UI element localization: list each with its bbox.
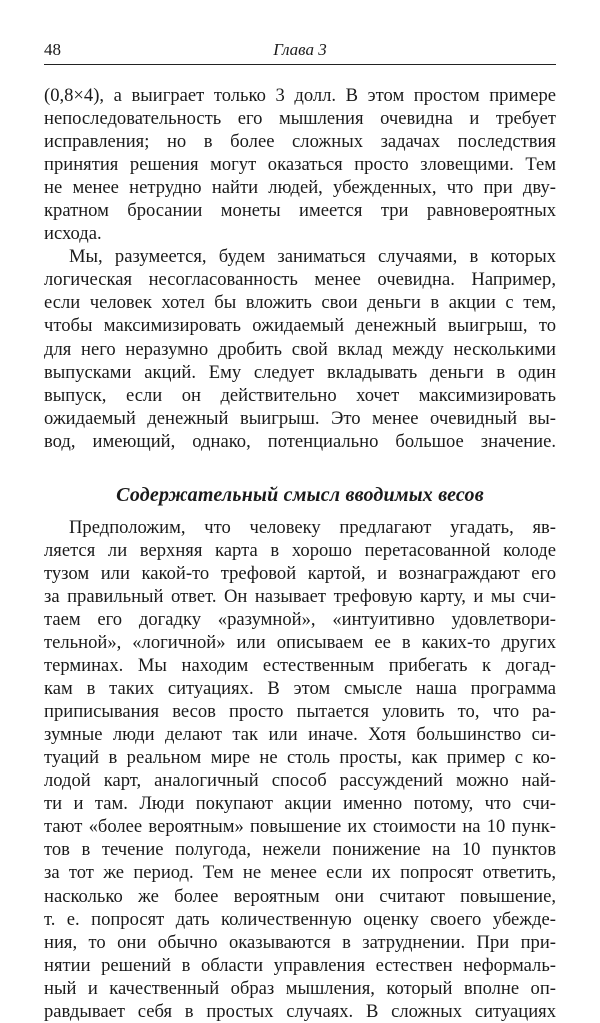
chapter-title: Глава 3 [273, 40, 327, 59]
text-line: выпусками акций. Ему следует вкладывать деньги в один [44, 361, 556, 383]
text-line: зумные люди делают так или иначе. Хотя большинство си- [44, 724, 556, 746]
text-line: Предположим, что человеку предлагают угадать, яв- [69, 516, 556, 538]
paragraph [44, 245, 556, 452]
text-line: тельной», «логичной» или описываем ее в каких-то других [44, 631, 556, 653]
text-line: ный и качественный образ мышления, который вполне оп- [44, 977, 556, 999]
body-text [44, 84, 556, 1023]
text-line: кам в таких ситуациях. В этом смысле наша программа [44, 678, 556, 700]
page-number: 48 [44, 40, 61, 59]
section-heading: Содержательный смысл вводимых весов [116, 483, 484, 506]
paragraph-continuation [44, 84, 556, 245]
text-line: Мы, разумеется, будем заниматься случаями, в которых [69, 246, 556, 268]
text-line: тов в течение полугода, нежели понижение на 10 пунктов [44, 839, 556, 861]
text-line: логическая несогласованность менее очевидна. Например, [44, 269, 556, 291]
text-line: для него неразумно дробить свой вклад между несколькими [44, 338, 556, 360]
text-line: чтобы максимизировать ожидаемый денежный выигрыш, то [44, 315, 556, 337]
text-line: нятии решений в области управления естествен неформаль- [44, 954, 556, 976]
section-paragraph [44, 516, 556, 1023]
text-line: не менее нетрудно найти людей, убежденных, что при дву- [44, 177, 556, 199]
text-line: равдывает себя в простых случаях. В сложных ситуациях [44, 1000, 556, 1022]
text-line: ния, то они обычно оказываются в затруднении. При при- [44, 931, 556, 953]
text-line: исправления; но в более сложных задачах последствия [44, 131, 556, 153]
book-page [44, 0, 556, 1023]
text-line: терминах. Мы находим естественным прибегать к догад- [44, 655, 556, 677]
text-line: исхода. [44, 223, 102, 245]
text-line: вод, имеющий, однако, потенциально большое значение. [44, 430, 556, 452]
running-head [44, 0, 556, 66]
text-line: кратном бросании монеты имеется три равновероятных [44, 200, 556, 222]
header-rule [44, 64, 556, 65]
text-line: лодой карт, аналогичный способ рассуждений можно най- [44, 770, 556, 792]
text-line: ти и там. Люди покупают акции именно потому, что счи- [44, 793, 556, 815]
text-line: тузом или какой-то трефовой картой, и вознаграждают его [44, 562, 556, 584]
text-line: ляется ли верхняя карта в хорошо перетасованной колоде [44, 539, 556, 561]
text-line: выпуск, если он действительно хочет максимизировать [44, 384, 556, 406]
text-line: т. е. попросят дать количественную оценку своего убежде- [44, 908, 556, 930]
text-line: за тот же период. Тем не менее если их попросят ответить, [44, 862, 556, 884]
text-line: тают «более вероятным» повышение их стоимости на 10 пунк- [44, 816, 556, 838]
text-line: (0,8×4), а выиграет только 3 долл. В этом простом примере [44, 85, 556, 106]
text-line: туаций в реальном мире не столь просты, как пример с ко- [44, 747, 556, 769]
text-line: если человек хотел бы вложить свои деньги в акции с тем, [44, 292, 556, 314]
text-line: непоследовательность его мышления очевидна и требует [44, 108, 556, 130]
text-line: за правильный ответ. Он называет трефовую карту, и мы счи- [44, 585, 556, 607]
text-line: насколько же более вероятным они считают повышение, [44, 885, 556, 907]
text-line: принятия решения могут оказаться просто зловещими. Тем [44, 154, 556, 176]
text-line: приписывания весов просто пытается уловить то, что ра- [44, 701, 556, 723]
text-line: таем его догадку «разумной», «интуитивно удовлетвори- [44, 608, 556, 630]
text-line: ожидаемый денежный выигрыш. Это менее очевидный вы- [44, 407, 556, 429]
